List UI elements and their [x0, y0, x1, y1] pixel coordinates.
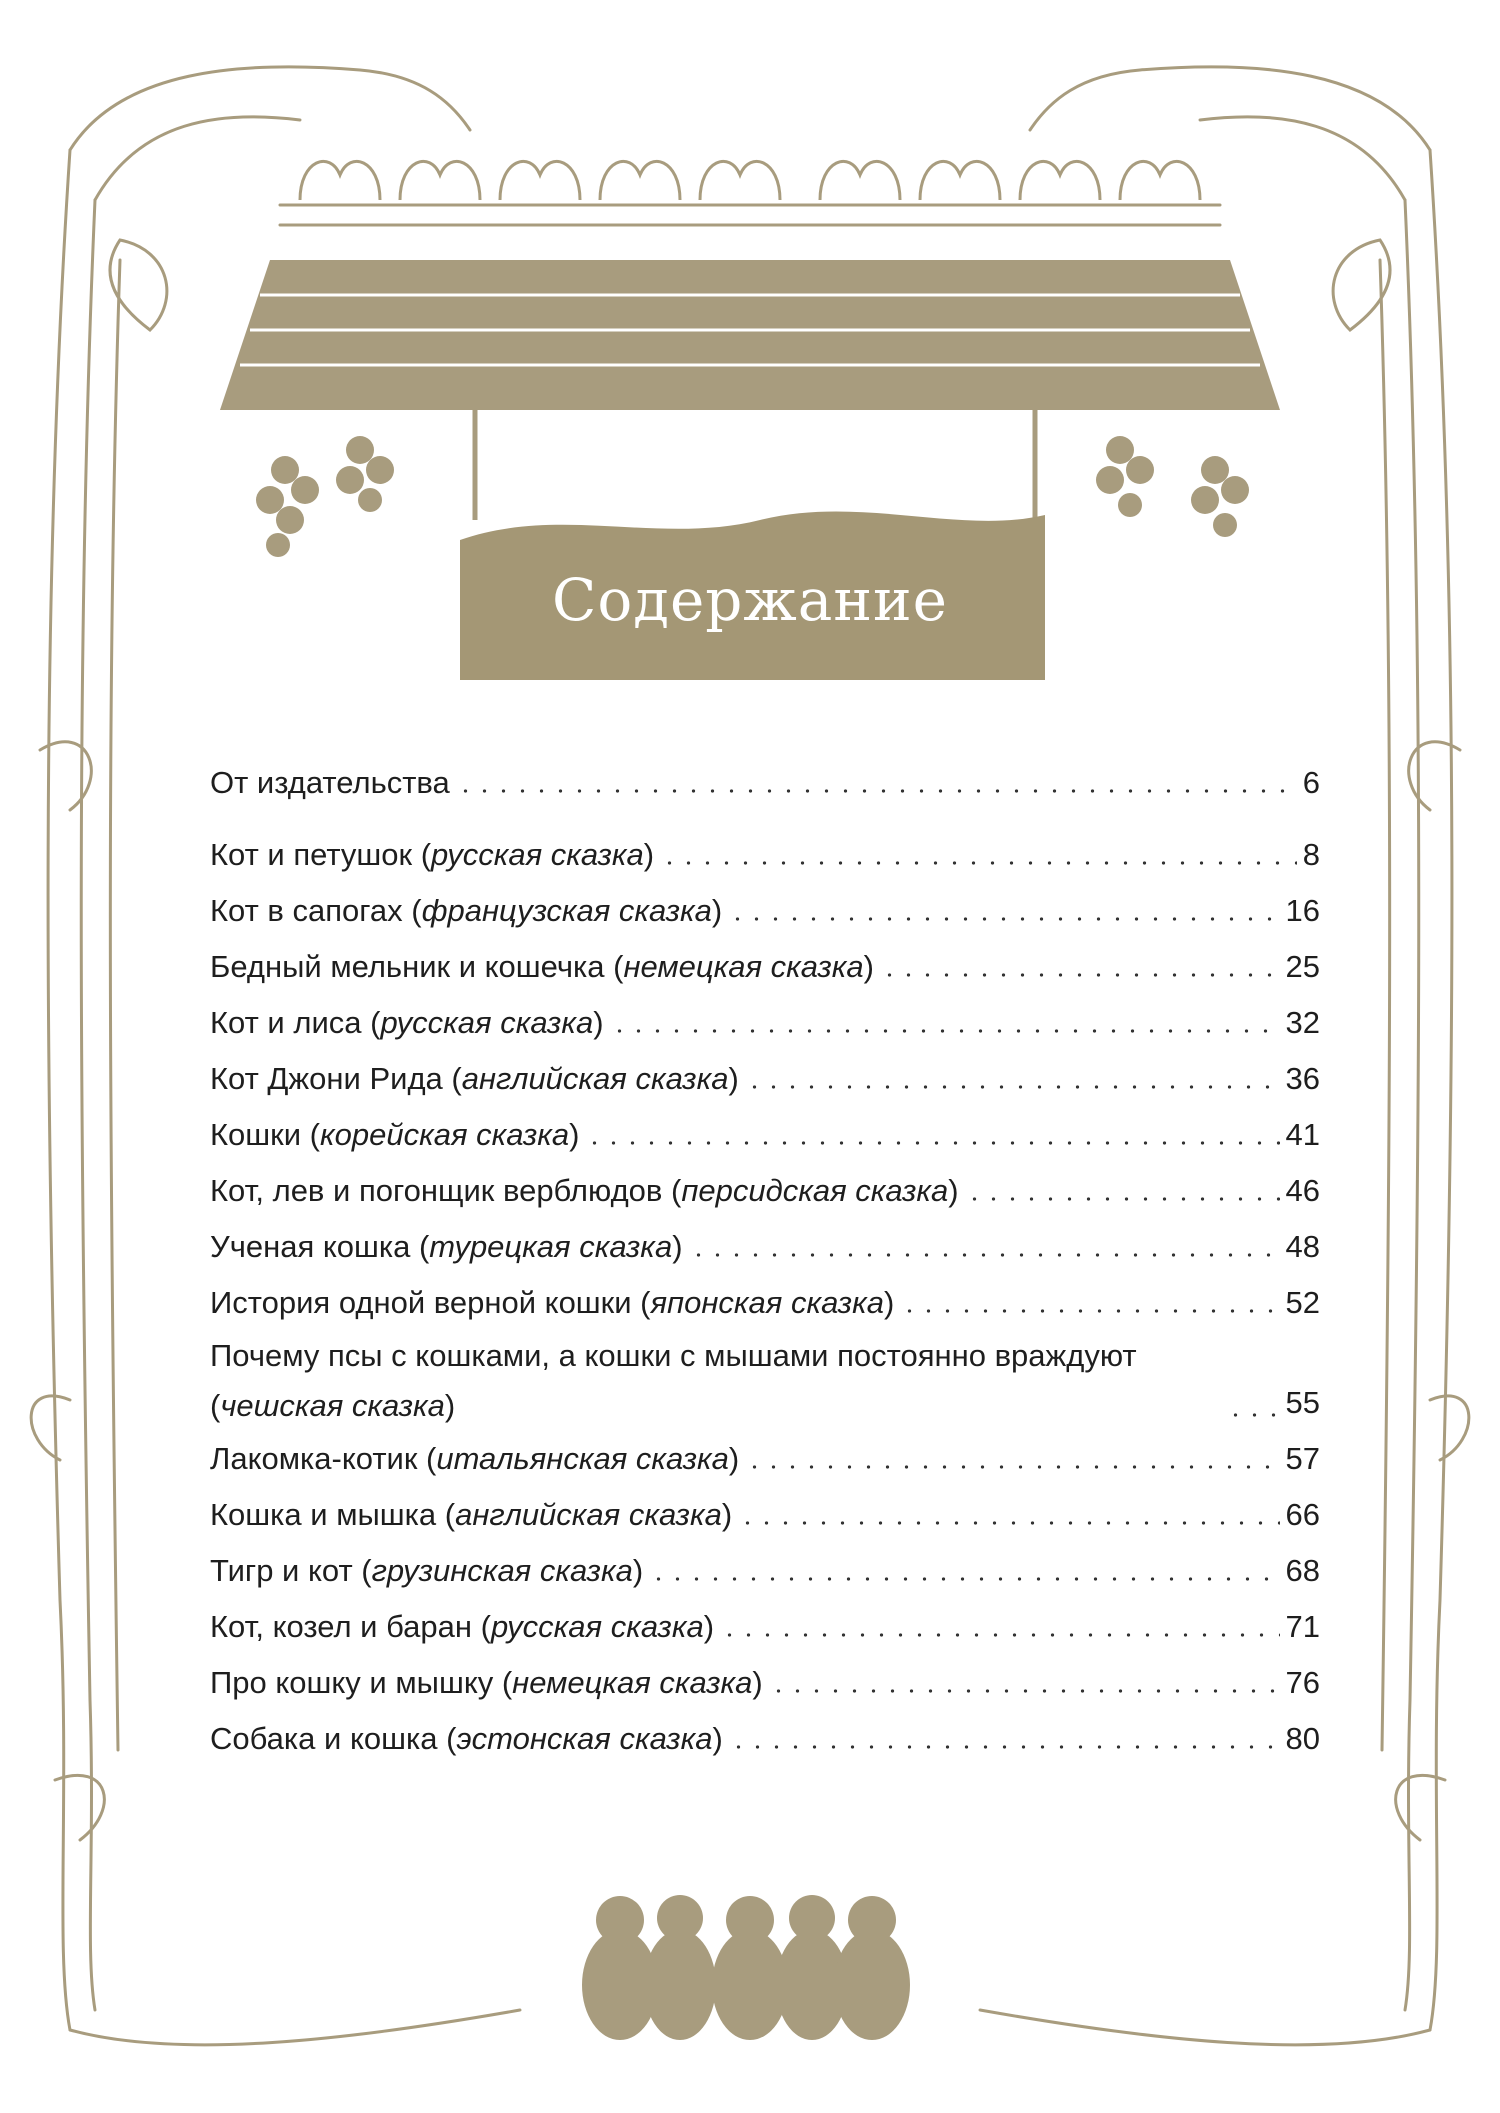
dot-leader [769, 1689, 1280, 1693]
dot-leader [649, 1577, 1279, 1581]
toc-entry-genre: корейская сказка [320, 1117, 570, 1152]
toc-entry-genre: французская сказка [421, 893, 712, 928]
dot-leader [880, 973, 1280, 977]
toc-entry-genre: английская сказка [461, 1061, 729, 1096]
toc-entry-title: Кошка и мышка (английская сказка) [210, 1497, 733, 1532]
toc-entry [210, 755, 1320, 811]
toc-entry-page: 25 [1285, 949, 1320, 984]
toc-entry-genre: немецкая сказка [512, 1665, 753, 1700]
toc-entry-title: Кот, козел и баран (русская сказка) [210, 1609, 715, 1644]
toc-entry-genre: грузинская сказка [371, 1553, 633, 1588]
toc-entry [210, 1219, 1320, 1275]
toc-entry [210, 1487, 1320, 1543]
dot-leader [720, 1633, 1279, 1637]
toc-entry-genre: русская сказка [490, 1609, 704, 1644]
toc-entry-title: Кот Джони Рида (английская сказка) [210, 1061, 739, 1096]
toc-entry-page: 32 [1285, 1005, 1320, 1040]
toc-entry-title: Кот и лиса (русская сказка) [210, 1005, 604, 1040]
dot-leader [610, 1029, 1280, 1033]
toc-entry-page: 46 [1285, 1173, 1320, 1208]
toc-entry-title: Кот и петушок (русская сказка) [210, 837, 655, 872]
toc-entry-title: От издательства [210, 765, 450, 800]
toc-entry-page: 71 [1285, 1609, 1320, 1644]
toc-entry [210, 995, 1320, 1051]
toc-entry-genre: русская сказка [380, 1005, 594, 1040]
dot-leader [965, 1197, 1280, 1201]
toc-entry-page: 55 [1285, 1385, 1320, 1420]
toc-entry-genre: немецкая сказка [623, 949, 864, 984]
toc-entry [210, 883, 1320, 939]
toc-entry-title: История одной верной кошки (японская сказка) [210, 1285, 895, 1320]
toc-entry-genre: эстонская сказка [456, 1721, 713, 1756]
table-of-contents [210, 755, 1320, 1767]
dot-leader [728, 917, 1279, 921]
toc-entry-page: 6 [1302, 765, 1320, 800]
toc-entry-page: 57 [1285, 1441, 1320, 1476]
toc-entry-genre: персидская сказка [681, 1173, 949, 1208]
toc-entry-title: Кот, лев и погонщик верблюдов (персидская сказка) [210, 1173, 959, 1208]
toc-entry-title: Кот в сапогах (французская сказка) [210, 893, 723, 928]
dot-leader [585, 1141, 1279, 1145]
page-title: Содержание [551, 566, 949, 634]
toc-entry [210, 1275, 1320, 1331]
toc-entry [210, 1163, 1320, 1219]
toc-entry-title: Лакомка-котик (итальянская сказка) [210, 1441, 740, 1476]
toc-entry-title: Кошки (корейская сказка) [210, 1117, 580, 1152]
toc-entry-page: 76 [1285, 1665, 1320, 1700]
dot-leader [1226, 1413, 1280, 1417]
toc-entry-page: 16 [1285, 893, 1320, 928]
dot-leader [660, 861, 1297, 865]
toc-entry-genre: английская сказка [455, 1497, 722, 1532]
toc-entry-title: Собака и кошка (эстонская сказка) [210, 1721, 723, 1756]
toc-entry [210, 1431, 1320, 1487]
toc-entry [210, 1543, 1320, 1599]
dot-leader [745, 1085, 1280, 1089]
toc-entry-title: Бедный мельник и кошечка (немецкая сказка) [210, 949, 874, 984]
toc-entry-genre: японская сказка [650, 1285, 884, 1320]
toc-entry-page: 8 [1302, 837, 1320, 872]
dot-leader [745, 1465, 1279, 1469]
toc-entry-title: Ученая кошка (турецкая сказка) [210, 1229, 683, 1264]
toc-entry-page: 80 [1285, 1721, 1320, 1756]
toc-entry-page: 41 [1285, 1117, 1320, 1152]
toc-entry [210, 1599, 1320, 1655]
toc-entry-genre: русская сказка [431, 837, 644, 872]
toc-entry-page: 66 [1285, 1497, 1320, 1532]
toc-entry [210, 1051, 1320, 1107]
dot-leader [456, 789, 1297, 793]
toc-entry-title: Про кошку и мышку (немецкая сказка) [210, 1665, 763, 1700]
toc-entry [210, 827, 1320, 883]
toc-entry-page: 68 [1285, 1553, 1320, 1588]
dot-leader [738, 1521, 1279, 1525]
toc-entry-genre: итальянская сказка [436, 1441, 729, 1476]
toc-entry-page: 52 [1285, 1285, 1320, 1320]
toc-entry-genre: чешская сказка [220, 1388, 445, 1423]
toc-entry [210, 1107, 1320, 1163]
dot-leader [689, 1253, 1280, 1257]
toc-entry-genre: турецкая сказка [429, 1229, 673, 1264]
toc-entry-title: Почему псы с кошками, а кошки с мышами постоянно враждуют (чешская сказка) [210, 1338, 1137, 1423]
dot-leader [729, 1745, 1280, 1749]
toc-entry [210, 939, 1320, 995]
toc-entry-page: 48 [1285, 1229, 1320, 1264]
toc-entry [210, 1655, 1320, 1711]
toc-entry-title: Тигр и кот (грузинская сказка) [210, 1553, 644, 1588]
toc-entry [210, 1331, 1320, 1431]
toc-entry [210, 1711, 1320, 1767]
dot-leader [900, 1309, 1279, 1313]
toc-entry-page: 36 [1285, 1061, 1320, 1096]
